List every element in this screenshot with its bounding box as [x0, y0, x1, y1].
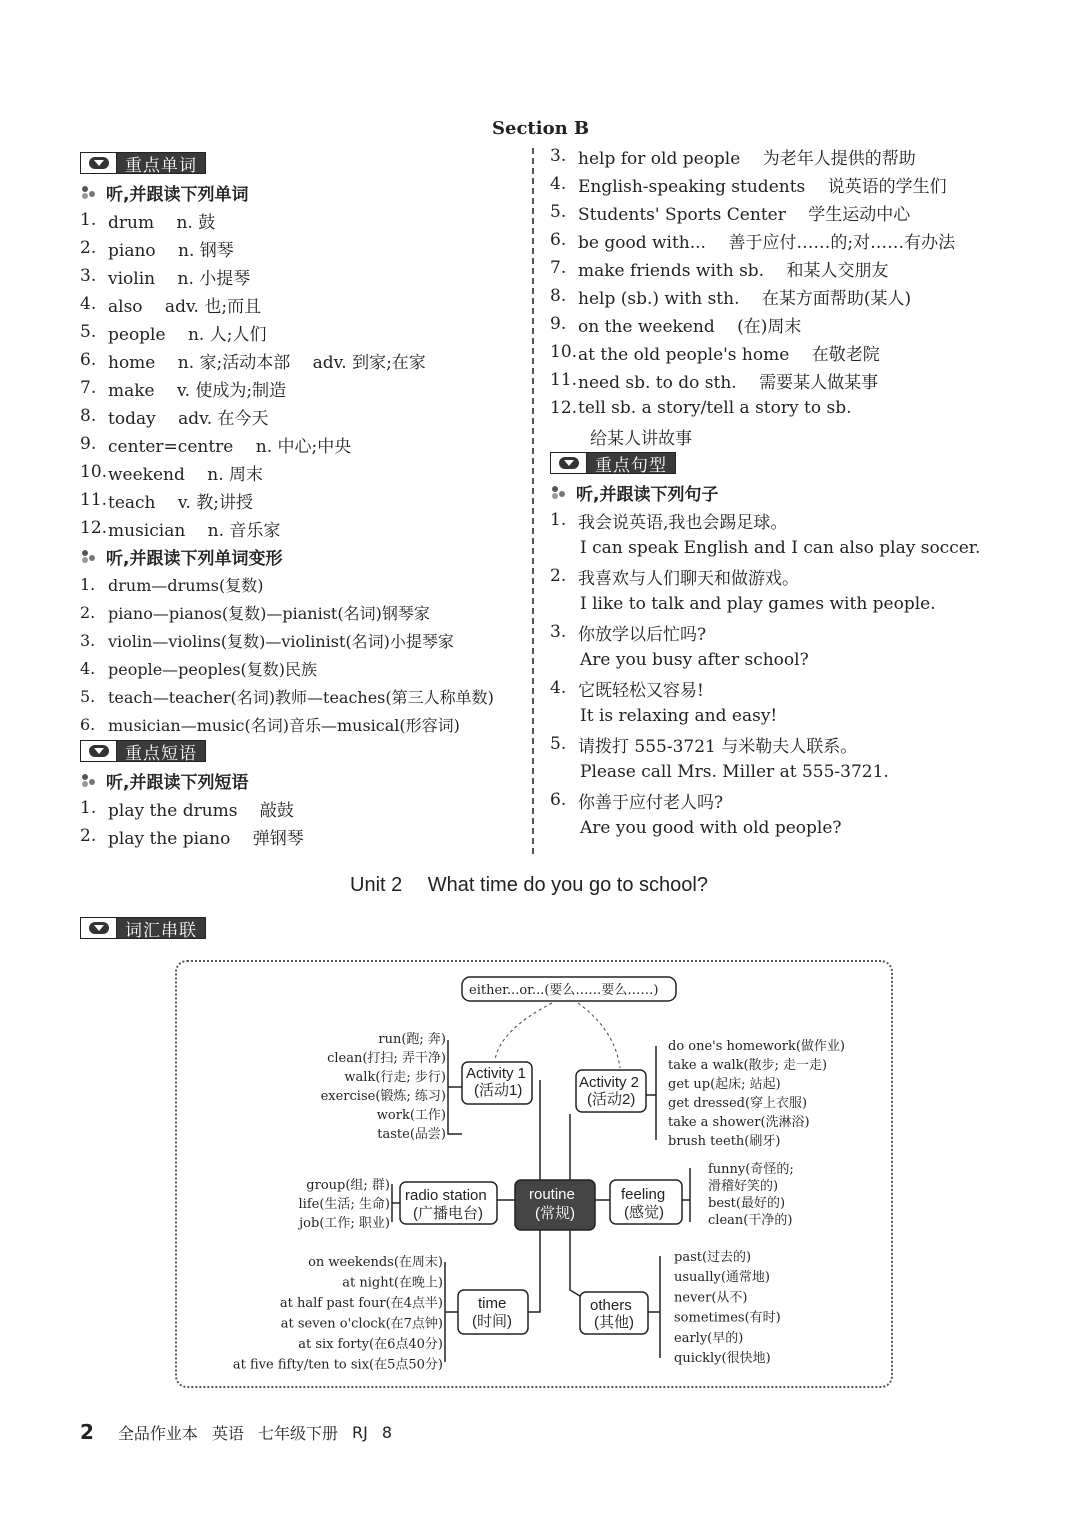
- item-number: 11.: [80, 490, 108, 510]
- activity2-item: take a walk(散步; 走一走): [668, 1058, 828, 1073]
- radio-item: job(工作; 职业): [299, 1216, 390, 1231]
- others-item: quickly(很快地): [674, 1351, 771, 1366]
- others-item: usually(通常地): [674, 1270, 770, 1286]
- item-text: also adv. 也;而且: [108, 296, 262, 317]
- routine-label: routine: [529, 1186, 575, 1203]
- item-number: 2.: [80, 826, 97, 846]
- feeling-item: best(最好的): [708, 1196, 786, 1211]
- item-text: 我会说英语,我也会踢足球。: [578, 512, 788, 533]
- activity2-sub: (活动2): [587, 1091, 636, 1108]
- activity1-items: [321, 1031, 446, 1142]
- item-number: 8.: [550, 286, 567, 306]
- banner-label: 词汇串联: [117, 918, 205, 938]
- time-item: at six forty(在6点40分): [298, 1337, 443, 1352]
- item-number: 1.: [80, 798, 97, 818]
- sentence-en: I can speak English and I can also play soccer.: [580, 538, 981, 558]
- item-text: home n. 家;活动本部 adv. 到家;在家: [108, 352, 426, 373]
- activity2-item: take a shower(洗淋浴): [668, 1115, 810, 1130]
- grade: 七年级下册: [257, 1423, 338, 1443]
- item-text: today adv. 在今天: [108, 408, 269, 429]
- others-item: never(从不): [674, 1290, 748, 1306]
- item-text: make friends with sb. 和某人交朋友: [578, 260, 889, 281]
- section-title: Section B: [492, 118, 590, 139]
- subheading-phrases: 听,并跟读下列短语: [80, 766, 525, 794]
- item-text: 请拨打 555-3721 与米勒夫人联系。: [578, 736, 858, 757]
- activity1-label: Activity 1: [466, 1065, 527, 1082]
- page-number: 2: [80, 1420, 94, 1444]
- time-items: [233, 1254, 443, 1373]
- time-label: time: [478, 1295, 507, 1312]
- activity2-item: do one's homework(做作业): [668, 1039, 845, 1054]
- item-text: people n. 人;人们: [108, 324, 267, 345]
- item-text: need sb. to do sth. 需要某人做某事: [578, 372, 879, 393]
- item-number: 8.: [80, 406, 97, 426]
- others-item: sometimes(有时): [674, 1310, 781, 1326]
- banner-label: 重点短语: [117, 741, 205, 761]
- item-text: violin n. 小提琴: [108, 268, 251, 289]
- feeling-item: clean(干净的): [708, 1213, 793, 1228]
- item-number: 9.: [550, 314, 567, 334]
- item-number: 6.: [80, 714, 96, 734]
- item-text: 它既轻松又容易!: [578, 680, 704, 701]
- activity1-item: exercise(锻炼; 练习): [320, 1089, 446, 1104]
- unit-title: Unit 2 What time do you go to school?: [350, 874, 708, 896]
- time-item: at five fifty/ten to six(在5点50分): [232, 1357, 443, 1373]
- item-text: musician n. 音乐家: [108, 520, 281, 541]
- feeling-sub: (感觉): [624, 1204, 664, 1221]
- time-sub: (时间): [472, 1313, 512, 1330]
- item-text: piano—pianos(复数)—pianist(名词)钢琴家: [108, 603, 430, 623]
- radio-item: life(生活; 生命): [298, 1197, 390, 1212]
- time-item: at night(在晚上): [342, 1275, 443, 1291]
- item-number: 5.: [550, 202, 567, 222]
- dashed-link-left: [495, 1003, 552, 1060]
- feeling-label: feeling: [621, 1186, 666, 1203]
- item-text: weekend n. 周末: [108, 464, 264, 485]
- item-number: 5.: [80, 686, 96, 706]
- item-number: 4.: [550, 174, 567, 194]
- activity2-item: brush teeth(刷牙): [668, 1134, 781, 1149]
- item-text: 我喜欢与人们聊天和做游戏。: [578, 568, 799, 589]
- feeling-item: 滑稽好笑的): [708, 1179, 779, 1194]
- radio-item: group(组; 群): [306, 1178, 390, 1193]
- item-text: violin—violins(复数)—violinist(名词)小提琴家: [108, 631, 454, 651]
- banner-label: 重点句型: [587, 453, 675, 473]
- activity2-item: get up(起床; 站起): [668, 1077, 781, 1092]
- item-number: 9.: [80, 434, 97, 454]
- item-text: musician—music(名词)音乐—musical(形容词): [108, 715, 460, 735]
- item-text: at the old people's home 在敬老院: [578, 344, 880, 365]
- item-number: 3.: [550, 146, 567, 166]
- radio-items: [297, 1178, 390, 1231]
- edition: RJ: [351, 1422, 368, 1442]
- activity2-label: Activity 2: [579, 1074, 640, 1091]
- activity1-item: run(跑; 奔): [378, 1032, 446, 1047]
- phrase-12-translation: 给某人讲故事: [590, 428, 692, 449]
- others-item: past(过去的): [674, 1250, 752, 1265]
- sentence-en: It is relaxing and easy!: [580, 706, 778, 726]
- item-number: 6.: [550, 230, 567, 250]
- page-footer: [80, 1420, 392, 1444]
- dashed-link-right: [578, 1003, 620, 1068]
- activity1-item: clean(打扫; 弄干净): [327, 1051, 446, 1066]
- item-number: 12.: [550, 398, 578, 418]
- item-text: English-speaking students 说英语的学生们: [578, 176, 947, 197]
- item-text: Students' Sports Center 学生运动中心: [578, 204, 911, 225]
- code: 8: [381, 1422, 392, 1442]
- others-label: others: [590, 1297, 632, 1314]
- time-item: on weekends(在周末): [308, 1255, 443, 1270]
- item-number: 4.: [80, 294, 97, 314]
- activity2-item: get dressed(穿上衣服): [668, 1096, 808, 1111]
- item-number: 6.: [80, 350, 97, 370]
- sentence-en: Are you good with old people?: [580, 818, 842, 838]
- item-number: 6.: [550, 790, 567, 810]
- item-number: 3.: [80, 266, 97, 286]
- item-text: 你善于应付老人吗?: [578, 792, 724, 813]
- item-number: 3.: [80, 630, 96, 650]
- item-number: 4.: [80, 658, 96, 678]
- radio-station-label: radio station: [405, 1187, 487, 1204]
- activity1-item: walk(行走; 步行): [344, 1070, 446, 1085]
- routine-sub: (常规): [535, 1205, 575, 1222]
- others-items: [674, 1249, 781, 1366]
- activity1-item: work(工作): [376, 1108, 446, 1123]
- radio-station-sub: (广播电台): [413, 1205, 483, 1222]
- activity2-items: [668, 1038, 845, 1149]
- item-text: tell sb. a story/tell a story to sb.: [578, 398, 852, 418]
- item-number: 1.: [80, 210, 97, 230]
- item-number: 3.: [550, 622, 567, 642]
- item-text: people—peoples(复数)民族: [108, 659, 318, 679]
- feeling-items: [708, 1161, 794, 1228]
- banner-label: 重点单词: [117, 153, 205, 173]
- item-number: 12.: [80, 518, 108, 538]
- subheading-words: 听,并跟读下列单词: [80, 178, 525, 206]
- item-number: 2.: [80, 602, 96, 622]
- item-text: teach—teacher(名词)教师—teaches(第三人称单数): [108, 687, 494, 707]
- item-text: teach v. 教;讲授: [108, 492, 254, 513]
- item-number: 7.: [80, 378, 97, 398]
- item-text: make v. 使成为;制造: [108, 380, 287, 401]
- item-text: drum n. 鼓: [108, 212, 216, 233]
- activity1-item: taste(品尝): [377, 1127, 446, 1142]
- item-text: piano n. 钢琴: [108, 240, 234, 261]
- item-number: 5.: [550, 734, 567, 754]
- either-or-text: either...or...(要么……要么……): [469, 983, 659, 998]
- item-number: 1.: [550, 510, 567, 530]
- subheading-word-forms: 听,并跟读下列单词变形: [80, 542, 525, 570]
- item-text: drum—drums(复数): [108, 575, 264, 595]
- others-sub: (其他): [594, 1314, 634, 1331]
- item-number: 2.: [80, 238, 97, 258]
- others-item: early(早的): [674, 1330, 744, 1346]
- sentence-en: Please call Mrs. Miller at 555-3721.: [580, 762, 889, 782]
- item-number: 5.: [80, 322, 97, 342]
- item-number: 4.: [550, 678, 567, 698]
- item-number: 11.: [550, 370, 578, 390]
- item-text: on the weekend (在)周末: [578, 316, 802, 337]
- sentence-en: I like to talk and play games with people.: [580, 594, 936, 614]
- item-text: center=centre n. 中心;中央: [108, 436, 352, 457]
- sentence-en: Are you busy after school?: [580, 650, 809, 670]
- book-title: 全品作业本: [117, 1423, 198, 1443]
- item-number: 1.: [80, 574, 96, 594]
- item-text: help (sb.) with sth. 在某方面帮助(某人): [578, 288, 912, 309]
- item-number: 10.: [80, 462, 108, 482]
- item-text: play the piano 弹钢琴: [108, 828, 304, 849]
- item-text: play the drums 敲鼓: [108, 800, 294, 821]
- activity1-sub: (活动1): [474, 1082, 523, 1099]
- subheading-sentences: 听,并跟读下列句子: [550, 478, 990, 506]
- subject: 英语: [211, 1423, 244, 1443]
- item-number: 7.: [550, 258, 567, 278]
- item-number: 2.: [550, 566, 567, 586]
- item-text: help for old people 为老年人提供的帮助: [578, 148, 916, 169]
- time-item: at seven o'clock(在7点钟): [280, 1316, 443, 1332]
- item-text: be good with... 善于应付……的;对……有办法: [578, 232, 956, 253]
- item-number: 10.: [550, 342, 578, 362]
- feeling-item: funny(奇怪的;: [708, 1162, 794, 1177]
- time-item: at half past four(在4点半): [279, 1296, 443, 1311]
- item-text: 你放学以后忙吗?: [578, 624, 707, 645]
